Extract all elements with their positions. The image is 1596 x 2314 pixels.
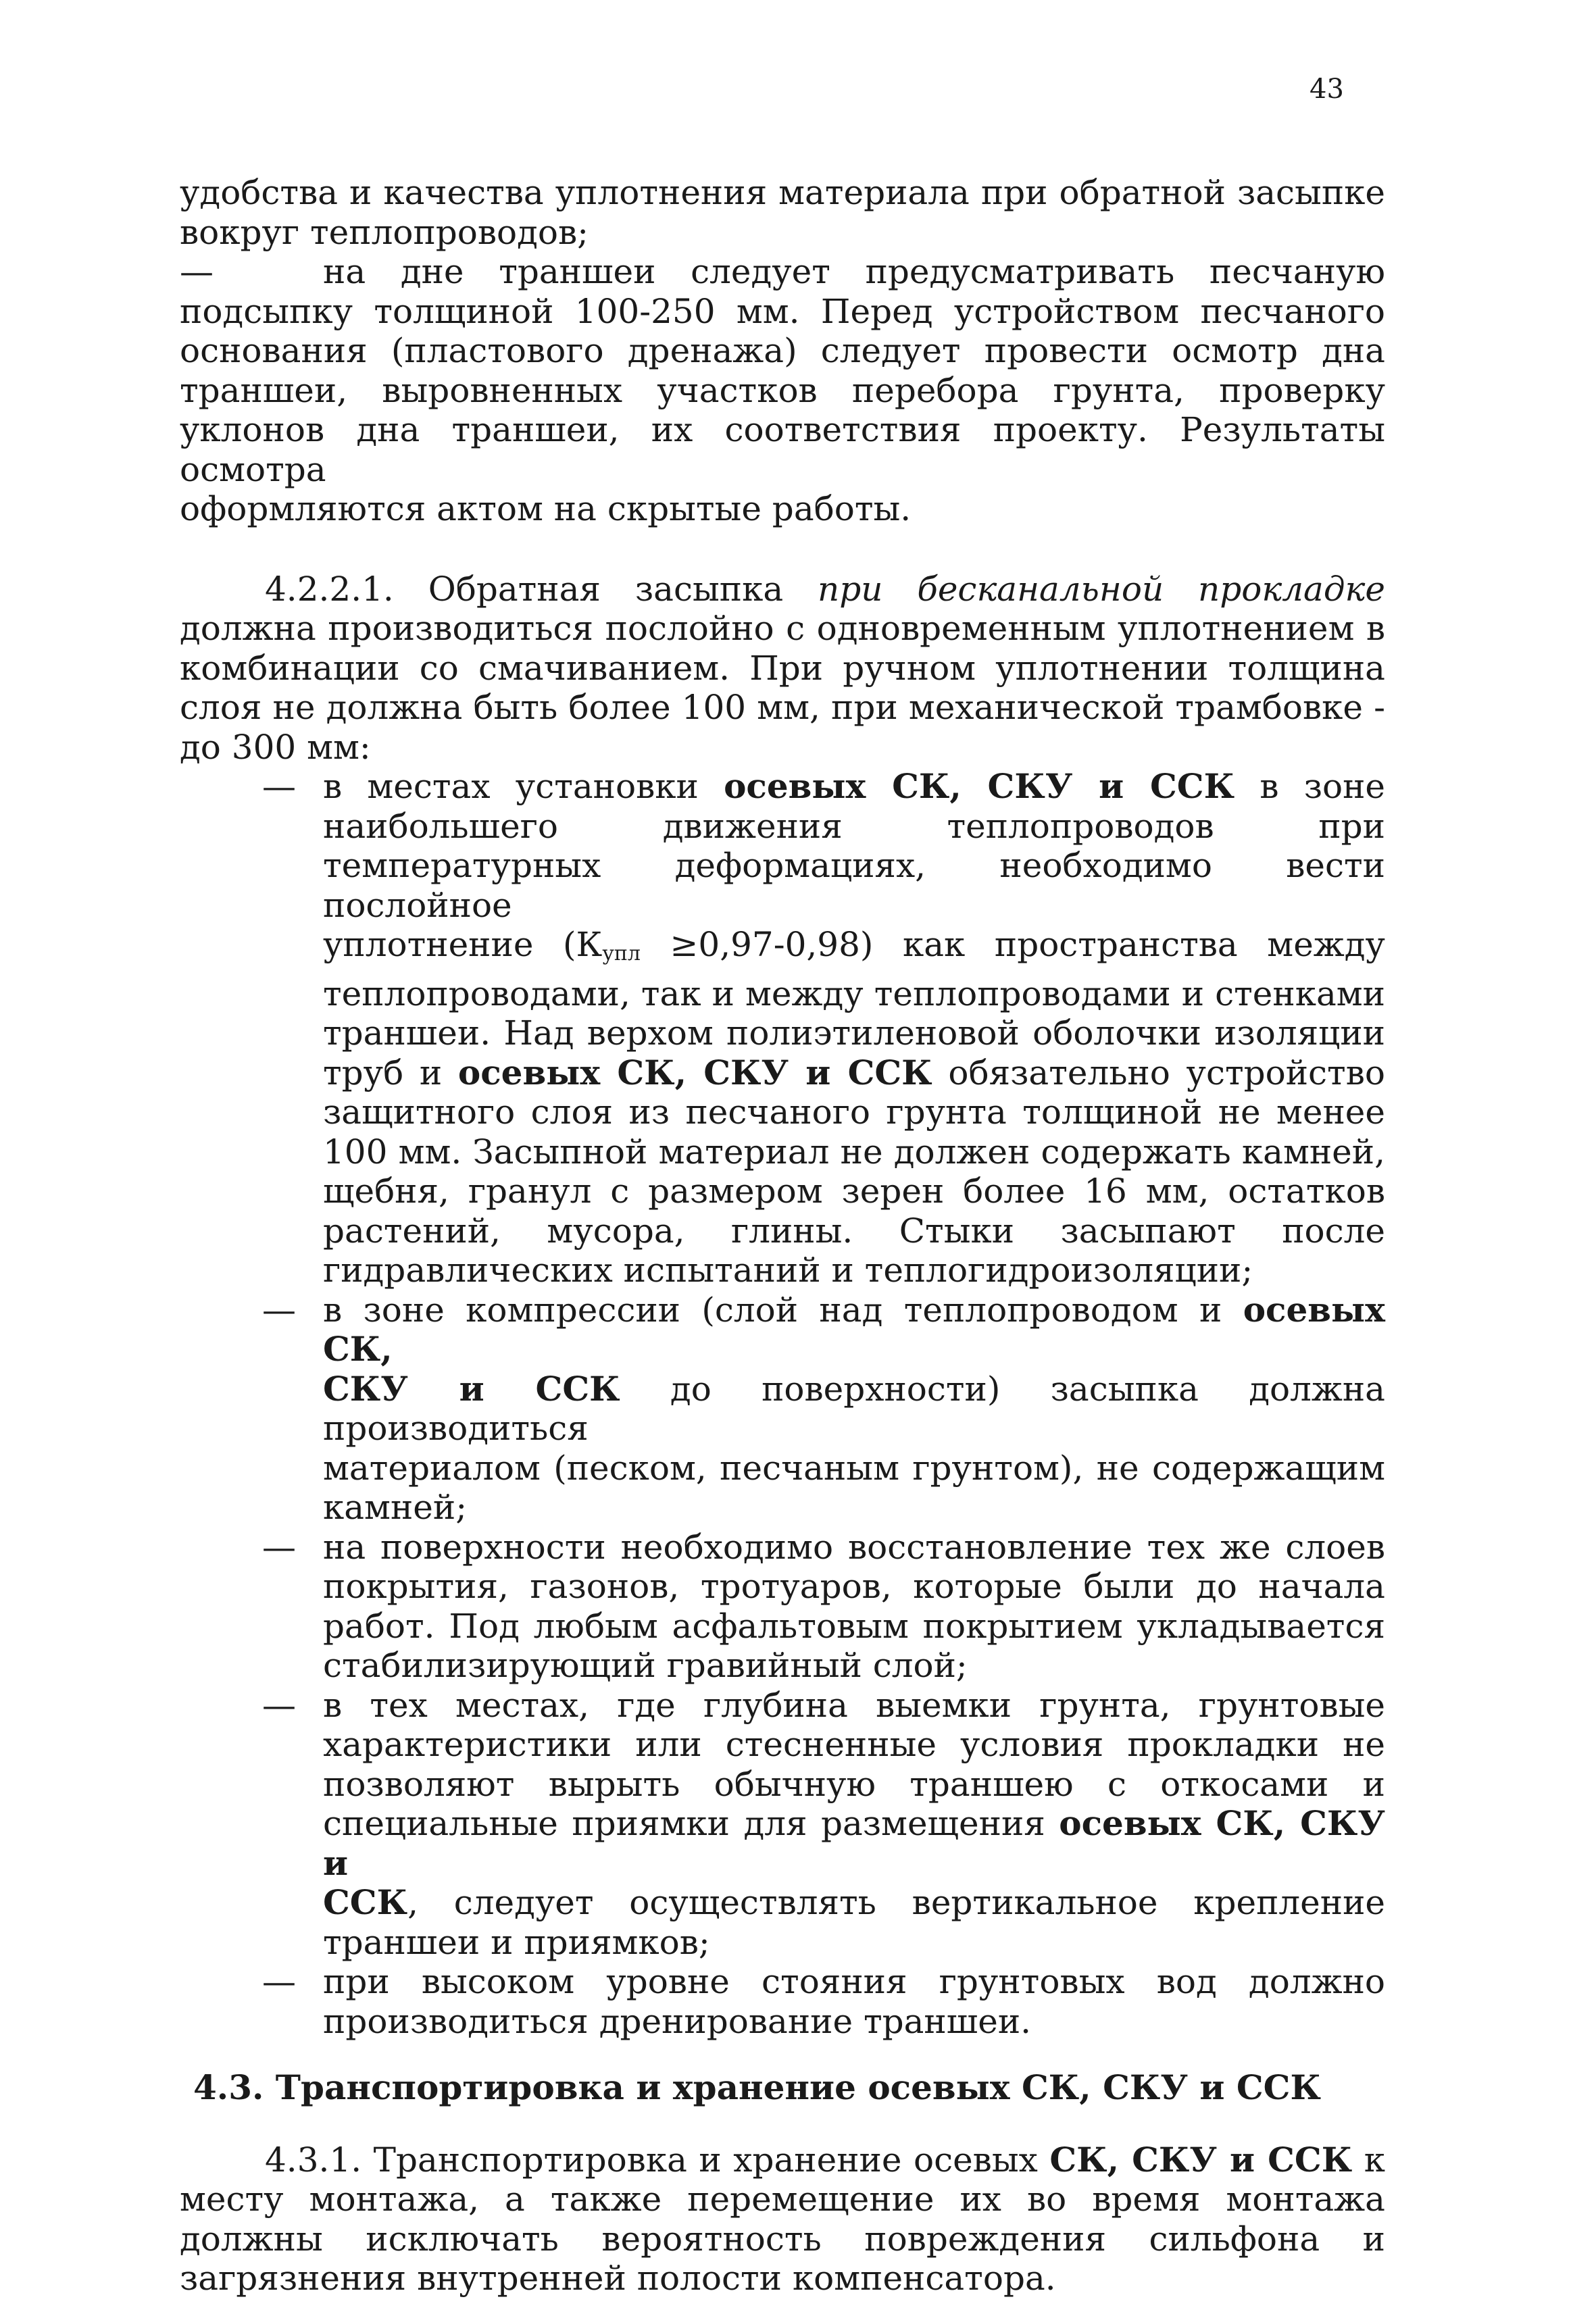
spacer [180, 529, 1385, 570]
text-span: специальные приямки для размещения [323, 1804, 1045, 1843]
paragraph-intro [180, 173, 1385, 252]
dash-bullet: — [262, 767, 296, 806]
text-line [323, 1290, 1385, 1369]
text-span: до поверхности) засыпка должна производиться [323, 1369, 1385, 1448]
text-line [323, 1053, 1385, 1093]
text-line: характеристики или стесненные условия прокладки не [323, 1725, 1385, 1764]
text-line: основания (пластового дренажа) следует провести осмотр дна [180, 331, 1385, 370]
text-line: покрытия, газонов, тротуаров, которые были до начала [323, 1567, 1385, 1606]
text-line [180, 2140, 1385, 2180]
document-body [180, 173, 1385, 2298]
text-span: , следует осуществлять вертикальное крепление [407, 1883, 1385, 1922]
bullet-item [180, 1962, 1385, 2041]
text-line: на поверхности необходимо восстановление тех же слоев [323, 1527, 1385, 1567]
bold-span: СКУ и ССК [323, 1368, 620, 1409]
spacer [180, 2108, 1385, 2140]
bold-span: осевых СК, СКУ и ССК [724, 766, 1235, 806]
text-span: 4.3.1. Транспортировка и хранение осевых [265, 2140, 1038, 2180]
text-line: 100 мм. Засыпной материал не должен содержать камней, [323, 1132, 1385, 1172]
text-line: в тех местах, где глубина выемки грунта, грунтовые [323, 1685, 1385, 1725]
text-line: теплопроводами, так и между теплопроводами и стенками [323, 974, 1385, 1013]
text-line: загрязнения внутренней полости компенсатора. [180, 2259, 1056, 2298]
dash-bullet: — [262, 1290, 296, 1330]
text-line: гидравлических испытаний и теплогидроизоляции; [323, 1251, 1253, 1290]
text-line: комбинации со смачиванием. При ручном уплотнении толщина [180, 648, 1385, 688]
text-span: уплотнение (К [323, 925, 603, 964]
text-line: растений, мусора, глины. Стыки засыпают после [323, 1211, 1385, 1251]
bold-span: ССК [323, 1882, 408, 1922]
text-span: в зоне компрессии (слой над теплопроводом и [323, 1290, 1222, 1330]
text-span: на дне траншеи следует предусматривать песчаную [323, 252, 1385, 291]
section-number: 4.2.2.1. [265, 569, 394, 609]
bullet-item [180, 767, 1385, 1290]
text-line: защитного слоя из песчаного грунта толщиной не менее [323, 1092, 1385, 1132]
text-line: производиться дренирование траншеи. [323, 2001, 1032, 2041]
bold-span: осевых СК, СКУ и ССК [457, 1052, 932, 1092]
text-line: до 300 мм: [180, 727, 371, 767]
bullet-sand-bedding [180, 252, 1385, 529]
text-line: температурных деформациях, необходимо вести послойное [323, 846, 1385, 925]
text-line [180, 252, 1385, 292]
text-line [323, 1883, 1385, 1923]
text-span: Обратная [428, 569, 601, 609]
text-line [323, 1804, 1385, 1883]
section-4-2-2-1 [180, 570, 1385, 768]
bold-span: осевых СК, СКУ и [323, 1803, 1385, 1883]
page-number: 43 [1310, 74, 1344, 105]
text-line [323, 767, 1385, 807]
text-line: материалом (песком, песчаным грунтом), не содержащим [323, 1448, 1385, 1488]
text-span: в местах установки [323, 767, 699, 806]
text-span: засыпка [634, 569, 784, 609]
bullet-item [180, 1686, 1385, 1963]
text-line: месту монтажа, а также перемещение их во время монтажа [180, 2180, 1385, 2219]
section-4-3-1 [180, 2140, 1385, 2298]
text-line: работ. Под любым асфальтовым покрытием укладывается [323, 1606, 1385, 1646]
text-line [323, 1369, 1385, 1449]
text-span: к [1364, 2140, 1385, 2180]
dash-bullet: — [180, 252, 214, 291]
text-line: наибольшего движения теплопроводов при [323, 806, 1385, 846]
text-line [180, 570, 1385, 609]
section-heading: 4.3. Транспортировка и хранение осевых СК, СКУ и ССК [193, 2067, 1321, 2107]
spacer [180, 2041, 1385, 2068]
text-line: щебня, гранул с размером зерен более 16 мм, остатков [323, 1172, 1385, 1211]
dash-bullet: — [262, 1527, 296, 1567]
text-line: оформляются актом на скрытые работы. [180, 489, 912, 528]
bullet-item [180, 1528, 1385, 1686]
italic-span: бесканальной [917, 569, 1164, 609]
text-line: подсыпку толщиной 100-250 мм. Перед устройством песчаного [180, 291, 1385, 331]
bold-span: осевых СК, [323, 1289, 1385, 1369]
bullet-item [180, 1290, 1385, 1528]
text-line: камней; [323, 1488, 468, 1527]
bold-span: СК, СКУ и ССК [1049, 2139, 1353, 2180]
text-line: траншеи. Над верхом полиэтиленовой оболочки изоляции [323, 1013, 1385, 1053]
italic-span: при [818, 569, 883, 609]
text-line: позволяют вырыть обычную траншею с откосами и [323, 1764, 1385, 1804]
text-line: слоя не должна быть более 100 мм, при механической трамбовке - [180, 688, 1385, 727]
italic-span: прокладке [1198, 569, 1385, 609]
text-line: стабилизирующий гравийный слой; [323, 1646, 968, 1685]
text-line: траншеи, выровненных участков перебора грунта, проверку [180, 370, 1385, 410]
text-line [323, 925, 1385, 974]
dash-bullet: — [262, 1685, 296, 1725]
text-line: траншеи и приямков; [323, 1922, 710, 1962]
text-line: при высоком уровне стояния грунтовых вод должно [323, 1962, 1385, 2001]
text-span: в зоне [1260, 767, 1385, 806]
dash-bullet: — [262, 1962, 296, 2001]
text-line: вокруг теплопроводов; [180, 212, 589, 252]
text-line: должна производиться послойно с одновременным уплотнением в [180, 609, 1385, 648]
subscript: упл [602, 942, 641, 965]
text-line: удобства и качества уплотнения материала при обратной засыпке [180, 173, 1385, 212]
text-span: ≥0,97-0,98) как пространства между [670, 925, 1385, 964]
text-span: обязательно устройство [948, 1053, 1385, 1092]
text-span: труб и [323, 1053, 443, 1092]
text-line: должны исключать вероятность повреждения сильфона и [180, 2219, 1385, 2259]
text-line: уклонов дна траншеи, их соответствия проекту. Результаты осмотра [180, 410, 1385, 489]
